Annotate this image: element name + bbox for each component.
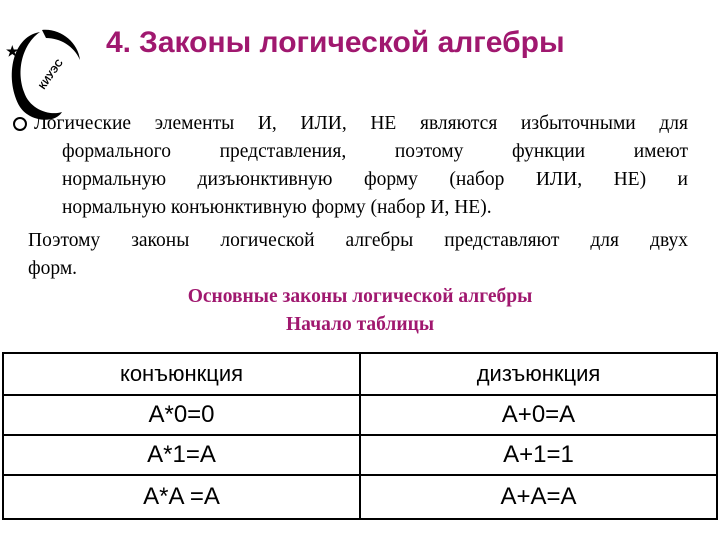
paragraph-conclusion: [28, 227, 688, 283]
table-cell: A*A =A: [3, 475, 360, 519]
slide-number: 4.: [106, 26, 132, 59]
svg-text:★: ★: [6, 43, 19, 59]
paragraph-line: Логические элементы И, ИЛИ, НЕ являются избыточными для: [34, 113, 688, 134]
table-cell: A+0=A: [360, 395, 717, 435]
table-cell: A+1=1: [360, 435, 717, 475]
table-row: [3, 395, 717, 435]
header-disjunction: дизъюнкция: [360, 353, 717, 395]
paragraph-intro: [28, 110, 688, 222]
slide-title-text: Законы логической алгебры: [139, 26, 565, 59]
slide-title: [106, 26, 565, 60]
paragraph-line: нормальную конъюнктивную форму (набор И, НЕ).: [62, 197, 492, 218]
paragraph-line: формального представления, поэтому функции имеют: [62, 141, 688, 162]
table-heading: Основные законы логической алгебры: [187, 286, 533, 307]
table-header-row: [3, 353, 717, 395]
table-row: [3, 475, 717, 519]
table-cell: A*1=A: [3, 435, 360, 475]
paragraph-line: нормальную дизъюнктивную форму (набор ИЛИ, НЕ) и: [62, 169, 688, 190]
logo-lettering: КИУЭС: [37, 57, 66, 92]
table-cell: A*0=0: [3, 395, 360, 435]
header-conjunction: конъюнкция: [3, 353, 360, 395]
paragraph-line: форм.: [28, 258, 78, 279]
table-row: [3, 435, 717, 475]
table-cell: A+A=A: [360, 475, 717, 519]
table-subheading: Начало таблицы: [285, 314, 435, 335]
laws-table: [2, 352, 718, 520]
paragraph-line: Поэтому законы логической алгебры представляют для двух: [28, 230, 688, 251]
